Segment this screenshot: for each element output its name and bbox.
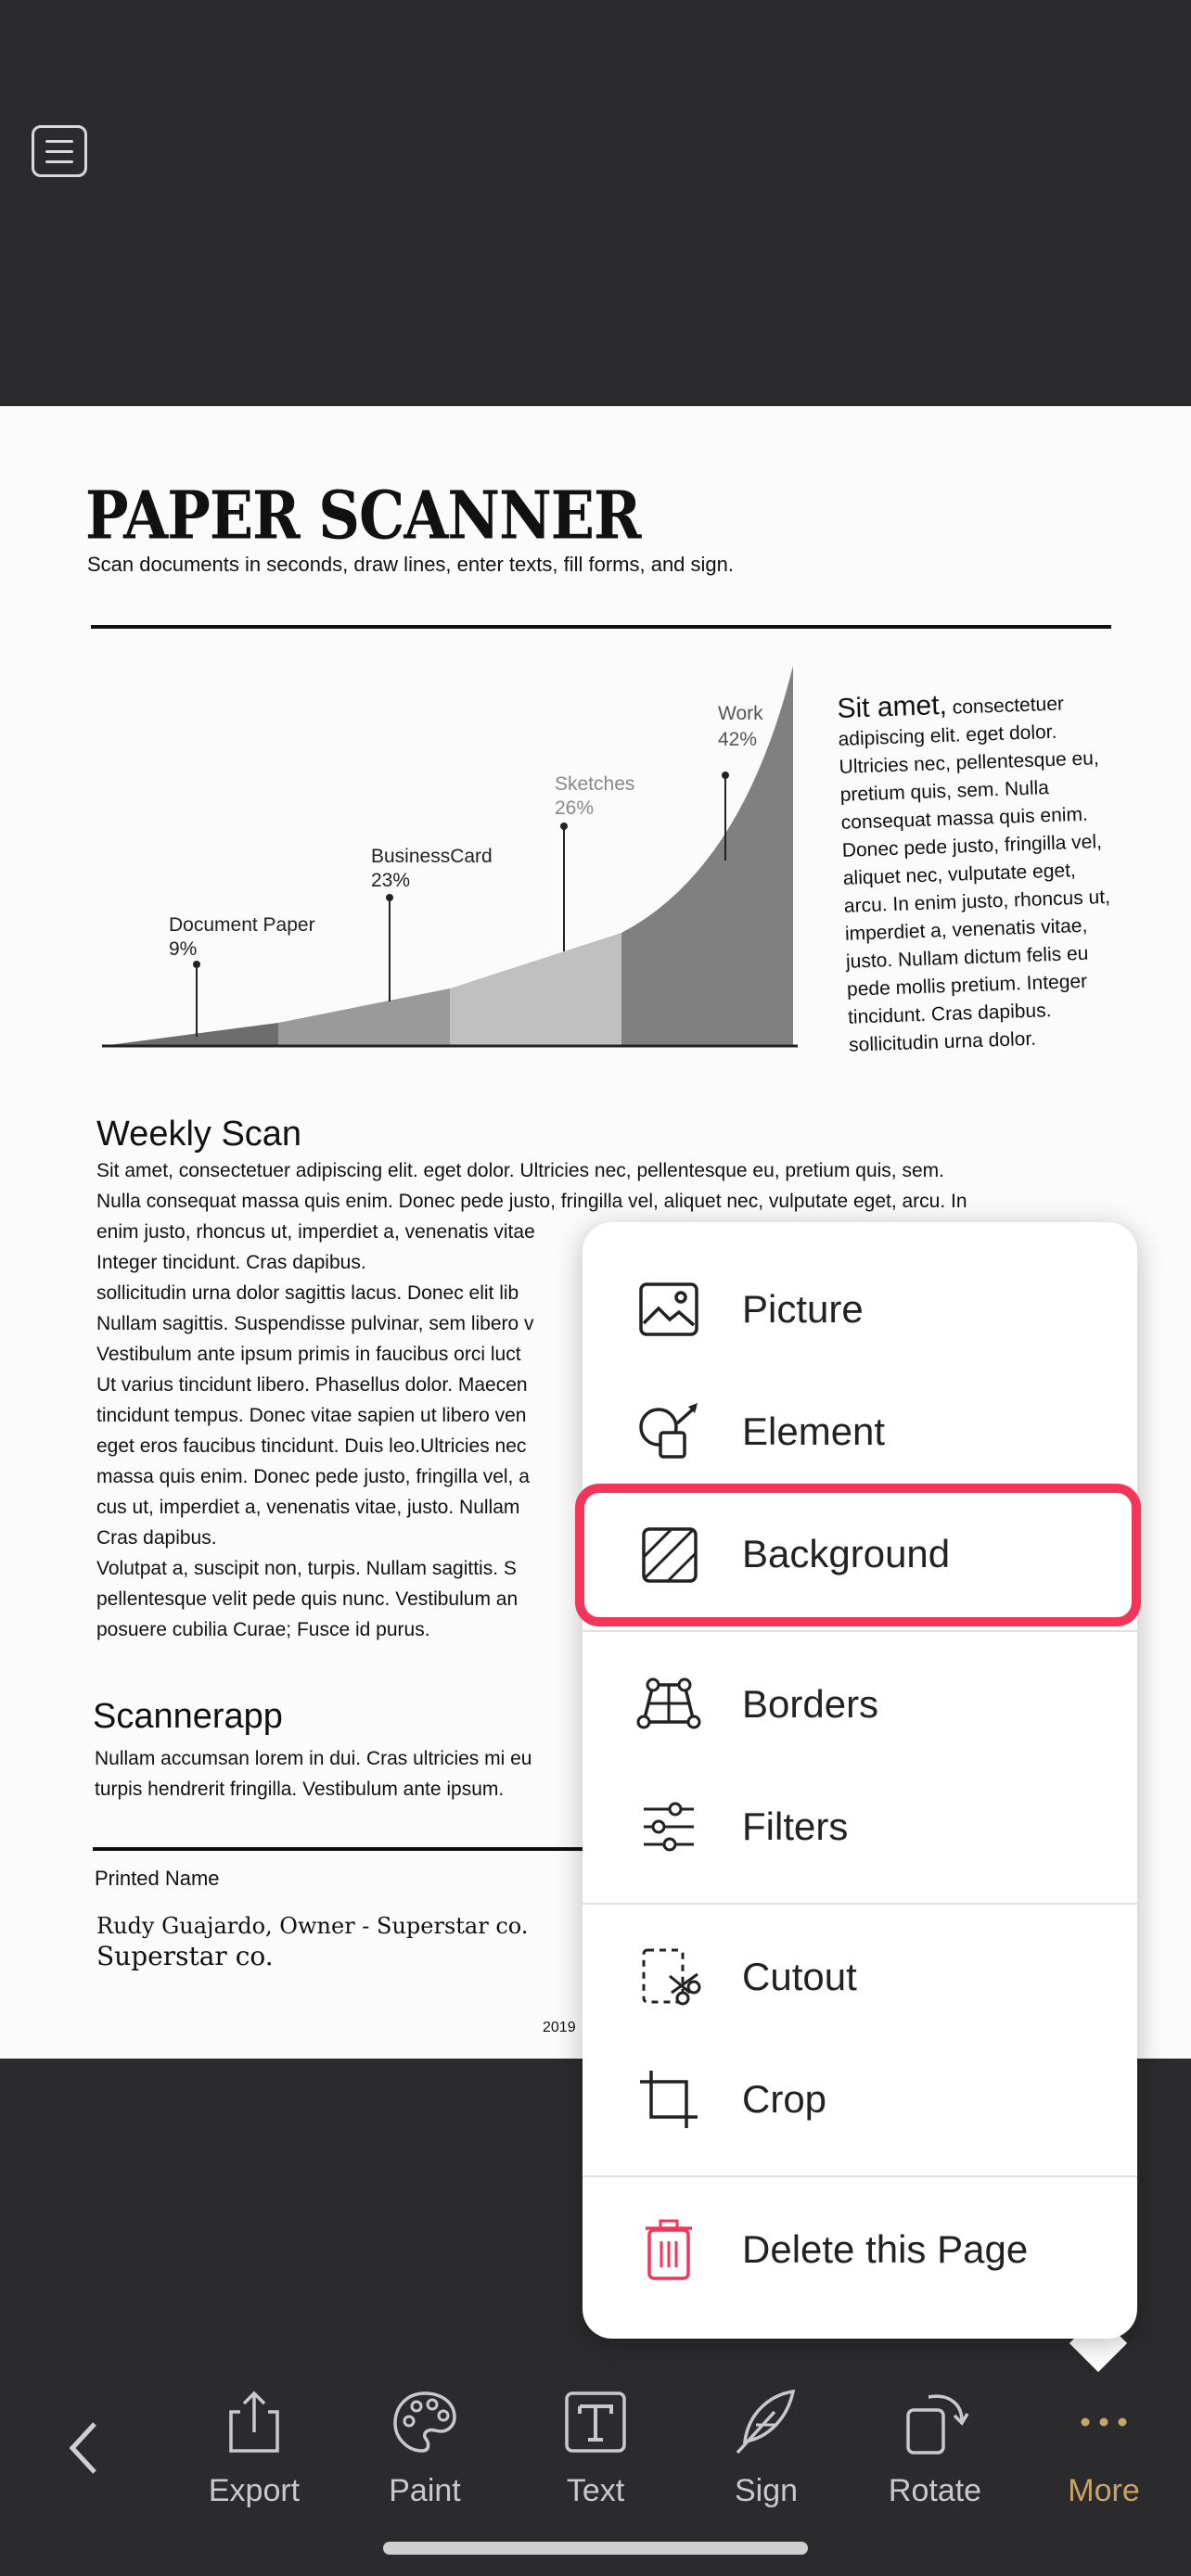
paragraph-line: Vestibulum ante ipsum primis in faucibus orci luct: [96, 1344, 521, 1365]
palette-icon: [391, 2388, 459, 2456]
footer-year: 2019: [543, 2020, 576, 2035]
rotate-label: Rotate: [888, 2473, 982, 2508]
sign-label: Sign: [734, 2473, 799, 2508]
menu-item-label: Cutout: [742, 1955, 857, 1998]
menu-line-icon: [45, 140, 73, 143]
more-menu-popover: [583, 1222, 1137, 2339]
menu-item-borders[interactable]: [583, 1649, 1137, 1760]
quill-icon: [732, 2388, 800, 2456]
menu-item-label: Crop: [742, 2077, 827, 2121]
text-button[interactable]: [531, 2388, 660, 2527]
paragraph-line: sollicitudin urna dolor sagittis lacus. Donec elit lib: [96, 1282, 519, 1304]
picture-icon: [636, 1277, 701, 1342]
chart-label: BusinessCard: [371, 846, 493, 867]
menu-item-crop[interactable]: [583, 2044, 1137, 2155]
side-paragraph-lead: Sit amet,: [836, 689, 948, 724]
borders-icon: [636, 1672, 701, 1737]
export-button[interactable]: [189, 2388, 319, 2527]
chart-value: 42%: [718, 729, 758, 750]
menu-item-label: Background: [742, 1532, 951, 1575]
paragraph-line: pellentesque velit pede quis nunc. Vestibulum an: [96, 1588, 519, 1610]
crop-icon: [636, 2067, 701, 2132]
side-paragraph: [837, 686, 1128, 1060]
scannerapp-paragraph: [95, 1743, 651, 1804]
back-button[interactable]: [56, 2411, 111, 2485]
side-paragraph-body: consectetuer adipiscing elit. eget dolor. Ultricies nec, pellentesque eu, pretium quis, sem. Nulla consequat massa quis enim. Donec pede justo, fringilla vel, aliquet nec, vulputate eget, arcu. In enim justo, rhoncus ut, imperdiet a, venenatis vitae, justo. Nullam dictum felis eu pede mollis pretium. Integer tincidunt. Cras dapibus. sollicitudin urna dolor.: [838, 693, 1111, 1056]
scannerapp-title: Scannerapp: [93, 1697, 283, 1736]
menu-item-label: Filters: [742, 1804, 849, 1848]
menu-line-icon: [45, 150, 73, 153]
document-title: PAPER SCANNER: [85, 477, 641, 555]
document-subtitle: Scan documents in seconds, draw lines, enter texts, fill forms, and sign.: [87, 553, 734, 576]
menu-separator: [583, 2175, 1137, 2177]
chevron-left-icon: [56, 2411, 111, 2485]
element-icon: [636, 1399, 701, 1464]
signature-name: Rudy Guajardo, Owner - Superstar co.: [96, 1913, 529, 1939]
paragraph-line: Sit amet, consectetuer adipiscing elit. eget dolor. Ultricies nec, pellentesque eu, pretium quis, sem.: [96, 1160, 944, 1181]
menu-item-label: Borders: [742, 1682, 879, 1726]
menu-item-label: Element: [742, 1409, 886, 1453]
more-dots-icon: [1069, 2388, 1138, 2456]
paragraph-line: tincidunt tempus. Donec vitae sapien ut libero ven: [96, 1405, 527, 1426]
menu-item-label: Delete this Page: [742, 2227, 1029, 2271]
paragraph-line: Ut varius tincidunt libero. Phasellus dolor. Maecen: [96, 1374, 528, 1396]
export-label: Export: [208, 2473, 301, 2508]
divider: [91, 625, 1111, 629]
sign-button[interactable]: [701, 2388, 831, 2527]
paragraph-line: eget eros faucibus tincidunt. Duis leo.Ultricies nec: [96, 1435, 527, 1457]
chart-segment: [621, 666, 793, 1046]
weekly-scan-title: Weekly Scan: [96, 1115, 302, 1154]
sidebar-menu-button[interactable]: [32, 125, 87, 177]
menu-item-picture[interactable]: [583, 1254, 1137, 1365]
area-chart: [93, 657, 816, 1065]
chart-value: 26%: [555, 797, 595, 819]
paragraph-line: cus ut, imperdiet a, venenatis vitae, justo. Nullam: [96, 1497, 520, 1518]
more-label: More: [1068, 2473, 1140, 2508]
paragraph-line: turpis hendrerit fringilla. Vestibulum ante ipsum.: [95, 1779, 505, 1800]
home-indicator[interactable]: [383, 2542, 808, 2555]
paragraph-line: massa quis enim. Donec pede justo, fringilla vel, a: [96, 1466, 530, 1487]
paragraph-line: Volutpat a, suscipit non, turpis. Nullam sagittis. S: [96, 1558, 517, 1579]
printed-name-label: Printed Name: [95, 1867, 220, 1890]
menu-line-icon: [45, 160, 73, 163]
menu-item-delete-page[interactable]: [583, 2194, 1137, 2305]
chart-segment: [278, 988, 450, 1046]
cutout-icon: [636, 1945, 701, 2009]
text-icon: [561, 2388, 630, 2456]
filters-icon: [636, 1794, 701, 1859]
chart-value: 23%: [371, 870, 411, 891]
chart-label: Document Paper: [169, 914, 315, 936]
background-highlight-box: [575, 1484, 1141, 1626]
menu-separator: [583, 1630, 1137, 1632]
paragraph-line: enim justo, rhoncus ut, imperdiet a, venenatis vitae: [96, 1221, 535, 1243]
menu-item-element[interactable]: [583, 1376, 1137, 1487]
paragraph-line: Integer tincidunt. Cras dapibus.: [96, 1252, 366, 1273]
rotate-button[interactable]: [870, 2388, 1000, 2527]
paragraph-line: posuere cubilia Curae; Fusce id purus.: [96, 1619, 430, 1640]
text-label: Text: [566, 2473, 625, 2508]
rotate-icon: [901, 2388, 969, 2456]
chart-value: 9%: [169, 938, 198, 960]
trash-icon: [636, 2217, 701, 2282]
paint-button[interactable]: [360, 2388, 490, 2527]
chart-segment: [102, 1023, 278, 1046]
export-icon: [220, 2388, 288, 2456]
paint-label: Paint: [389, 2473, 461, 2508]
chart-segment: [450, 933, 621, 1046]
signature-company: Superstar co.: [96, 1941, 274, 1971]
more-button[interactable]: [1039, 2388, 1169, 2527]
paragraph-line: Cras dapibus.: [96, 1527, 217, 1549]
menu-item-filters[interactable]: [583, 1771, 1137, 1882]
chart-label: Work: [718, 703, 763, 724]
paragraph-line: Nullam sagittis. Suspendisse pulvinar, sem libero v: [96, 1313, 534, 1334]
menu-separator: [583, 1903, 1137, 1905]
paragraph-line: Nullam accumsan lorem in dui. Cras ultricies mi eu: [95, 1748, 532, 1769]
signature-line: [93, 1847, 594, 1851]
menu-item-label: Picture: [742, 1287, 864, 1331]
menu-item-cutout[interactable]: [583, 1921, 1137, 2033]
paragraph-line: Nulla consequat massa quis enim. Donec pede justo, fringilla vel, aliquet nec, vulputate eget, arcu. In: [96, 1191, 967, 1212]
chart-label: Sketches: [555, 773, 635, 795]
